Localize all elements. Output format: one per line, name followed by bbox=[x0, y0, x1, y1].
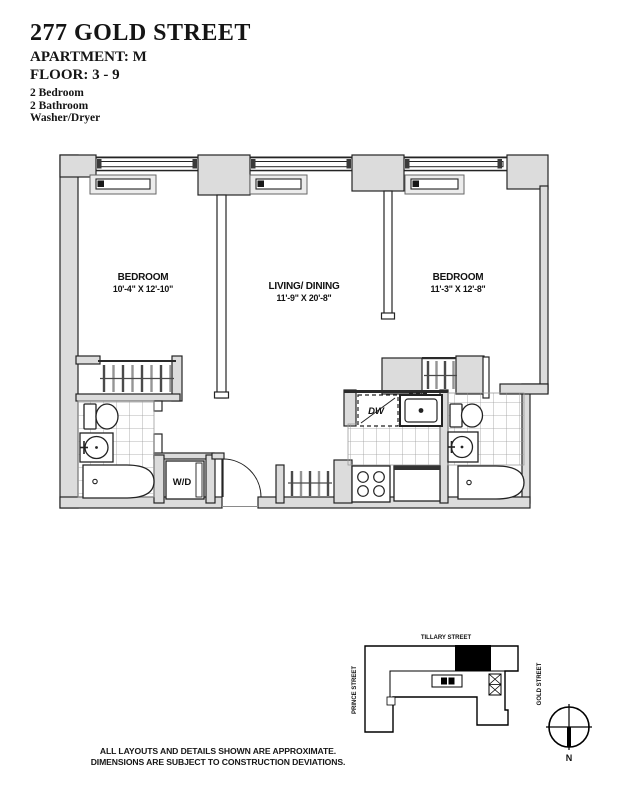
stove-icon bbox=[352, 466, 390, 502]
pier-1 bbox=[198, 155, 250, 195]
bathroom-1 bbox=[78, 401, 154, 498]
room-dimensions: 10'-4" X 12'-10" bbox=[112, 284, 174, 294]
stairs-icon bbox=[489, 674, 501, 695]
washer-dryer bbox=[166, 461, 204, 499]
left-wall bbox=[60, 155, 78, 508]
toilet-icon bbox=[84, 404, 118, 429]
closet-bedroom-1 bbox=[100, 365, 174, 392]
room-dimensions: 11'-3" X 12'-8" bbox=[430, 284, 486, 294]
feature-washer-dryer: Washer/Dryer bbox=[30, 112, 101, 124]
street-label-left: PRINCE STREET bbox=[352, 665, 358, 715]
disclaimer-line-1: ALL LAYOUTS AND DETAILS SHOWN ARE APPROXIMATE. bbox=[99, 746, 337, 756]
top-right-corner bbox=[507, 155, 548, 189]
room-dimensions: 11'-9" X 20'-8" bbox=[276, 293, 332, 303]
wd-door bbox=[196, 463, 202, 497]
right-wall-upper bbox=[540, 186, 548, 390]
bathtub-icon bbox=[83, 465, 154, 498]
window-icon bbox=[404, 157, 507, 172]
entry-frame-stub bbox=[212, 453, 224, 459]
floor-line: FLOOR: 3 - 9 bbox=[30, 67, 120, 83]
apartment-marker bbox=[455, 645, 491, 671]
bath1-top-wall bbox=[76, 394, 180, 401]
map-notch bbox=[387, 697, 395, 705]
window-icon bbox=[96, 157, 198, 172]
window-icon bbox=[250, 157, 352, 172]
windows bbox=[96, 157, 507, 172]
disclaimer bbox=[58, 746, 378, 767]
radiator-icon bbox=[405, 175, 464, 194]
pier-3 bbox=[382, 358, 422, 394]
closet2-left-wall bbox=[276, 465, 284, 503]
kitchen-left-wall bbox=[344, 390, 356, 426]
apartment-line: APARTMENT: M bbox=[30, 49, 147, 65]
partition-living-bed2 bbox=[384, 191, 392, 318]
bedroom2-door-leaf bbox=[483, 357, 489, 398]
feature-bathrooms: 2 Bathroom bbox=[30, 99, 89, 112]
radiator-icon bbox=[250, 175, 307, 194]
kitchen-floor bbox=[348, 424, 440, 465]
room-label: LIVING/ DINING bbox=[268, 281, 340, 292]
wd-right-wall bbox=[206, 455, 215, 503]
partition-end-cap bbox=[215, 392, 229, 398]
living-dining bbox=[268, 281, 340, 303]
wd-left-wall bbox=[154, 455, 164, 503]
dishwasher-label: DW bbox=[368, 406, 384, 417]
top-left-corner bbox=[60, 155, 96, 177]
kitchen-back-wall-line bbox=[344, 390, 448, 393]
room-label: BEDROOM bbox=[432, 272, 484, 283]
washer-dryer-label: W/D bbox=[172, 477, 192, 488]
bath2-top-wall bbox=[500, 384, 548, 394]
bed2-closet-line bbox=[422, 357, 456, 359]
bathtub-icon bbox=[458, 466, 524, 499]
bath2-corner-block bbox=[456, 356, 484, 394]
door-swing-arc bbox=[223, 459, 261, 497]
bathroom-2 bbox=[448, 393, 524, 499]
partition-end-cap bbox=[382, 313, 395, 319]
closet2-right-wall bbox=[334, 460, 352, 503]
building-address: 277 GOLD STREET bbox=[30, 20, 251, 46]
refrigerator-icon bbox=[394, 466, 440, 501]
floor-plan bbox=[60, 155, 548, 508]
dishwasher-icon bbox=[358, 395, 398, 426]
closet-entry bbox=[288, 471, 332, 496]
feature-bedrooms: 2 Bedroom bbox=[30, 87, 84, 99]
closet-bedroom-2 bbox=[424, 361, 457, 389]
sink-icon bbox=[80, 433, 113, 462]
bath1-right-wall bbox=[154, 401, 162, 411]
pier-2 bbox=[352, 155, 404, 191]
bed1-closet-line bbox=[98, 360, 176, 362]
disclaimer-line-2: DIMENSIONS ARE SUBJECT TO CONSTRUCTION DEVIATIONS. bbox=[90, 756, 346, 767]
kitchen-sink-icon bbox=[400, 392, 442, 426]
compass-north-label: N bbox=[565, 753, 573, 763]
bedroom-1 bbox=[113, 272, 173, 294]
radiators bbox=[90, 175, 464, 194]
toilet-icon bbox=[450, 404, 483, 427]
street-label-top: TILLARY STREET bbox=[420, 635, 472, 641]
radiator-icon bbox=[90, 175, 156, 194]
elevator-icon bbox=[432, 675, 462, 687]
kitchen bbox=[348, 392, 442, 502]
street-label-right: GOLD STREET bbox=[537, 662, 543, 706]
closet1-step-wall bbox=[76, 356, 100, 364]
sink-icon bbox=[448, 432, 478, 462]
room-label: BEDROOM bbox=[117, 272, 169, 283]
partition-bed1-living bbox=[217, 195, 226, 398]
site-map bbox=[352, 635, 592, 763]
entry-door bbox=[222, 459, 261, 507]
compass-rose bbox=[546, 704, 592, 763]
bedroom-2 bbox=[430, 272, 485, 294]
